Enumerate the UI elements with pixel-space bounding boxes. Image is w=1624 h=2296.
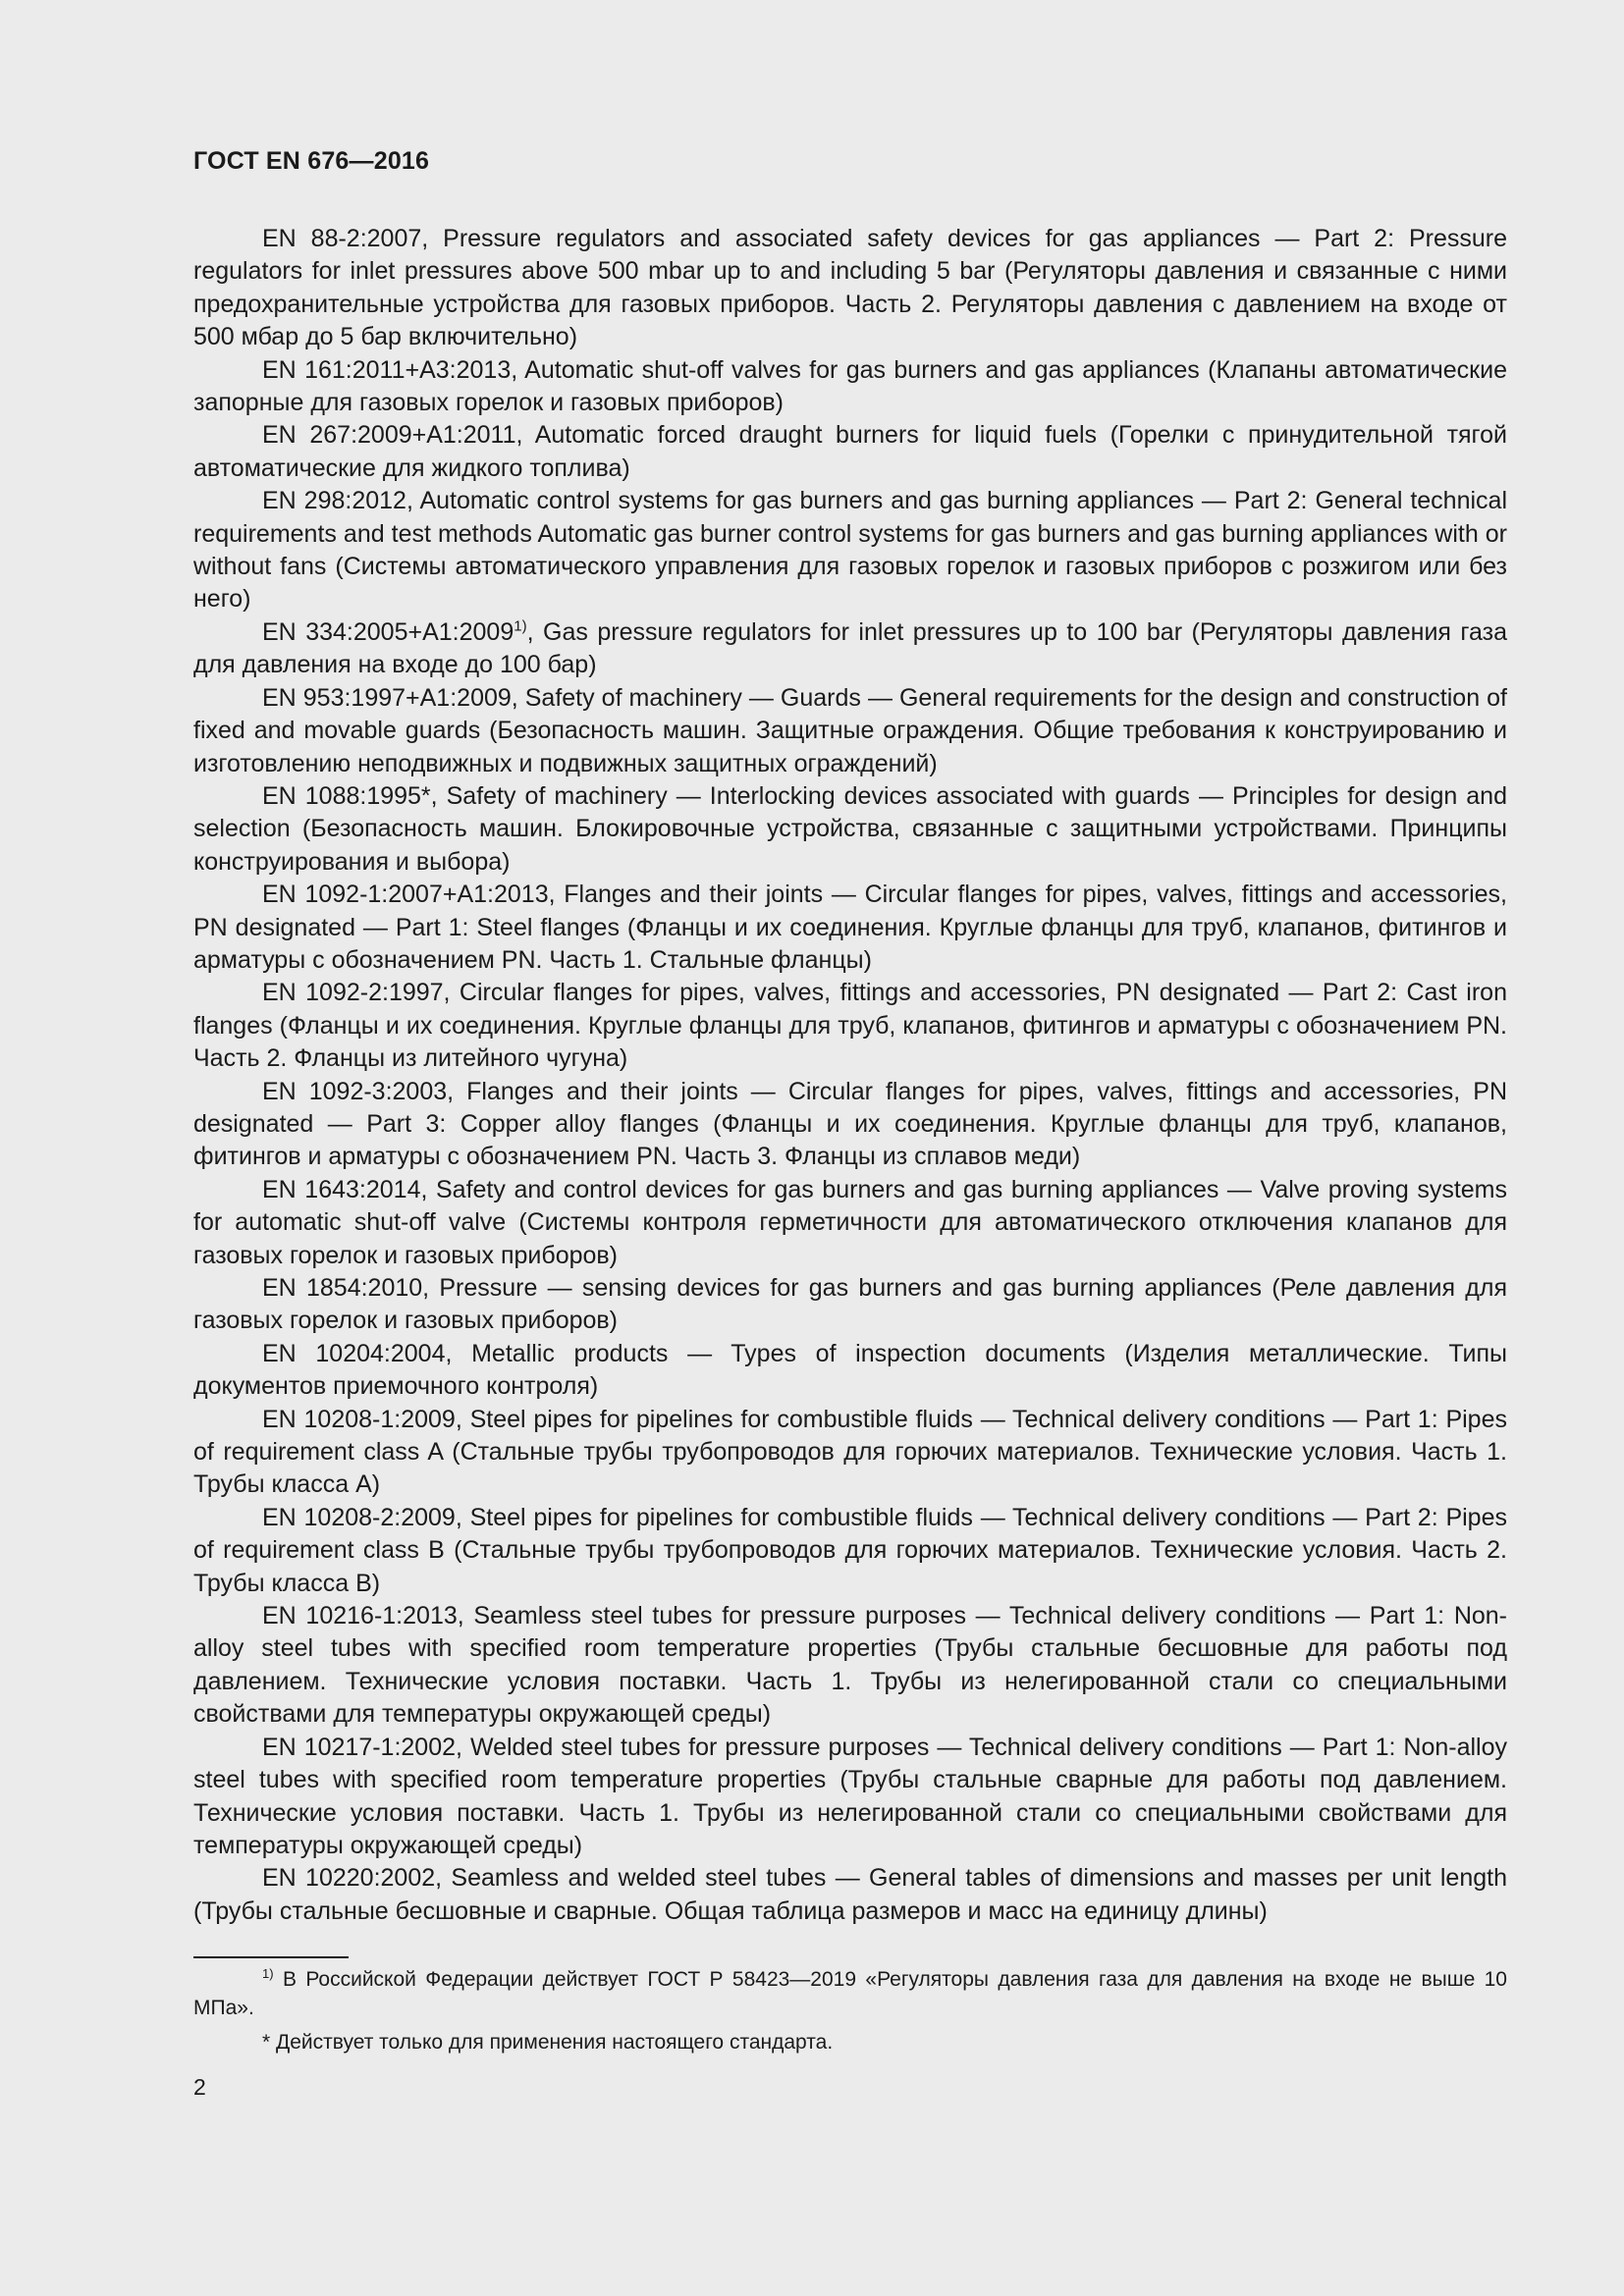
reference-entry: EN 10208-1:2009, Steel pipes for pipelines for combustible fluids — Technical delivery conditions — Part 1: Pipes of requirement class A (Стальные трубы трубопроводов для горючих материалов. Технические условия. Часть 1. Трубы класса А) — [193, 1405, 1507, 1499]
reference-entry: EN 1643:2014, Safety and control devices for gas burners and gas burning appliances — Valve proving systems for automatic shut-off valve (Системы контроля герметичности для автоматического отключения клапанов для газовых горелок и газовых приборов) — [193, 1175, 1507, 1269]
footnote — [193, 2028, 1507, 2056]
reference-entry: EN 1854:2010, Pressure — sensing devices for gas burners and gas burning appliances (Реле давления для газовых горелок и газовых приборов) — [193, 1274, 1507, 1335]
footnote-ref: 1) — [514, 617, 527, 635]
footnotes — [193, 1965, 1507, 2062]
reference-entry: EN 161:2011+A3:2013, Automatic shut-off valves for gas burners and gas appliances (Клапаны автоматические запорные для газовых горелок и газовых приборов) — [193, 355, 1507, 417]
reference-entry: EN 953:1997+A1:2009, Safety of machinery — Guards — General requirements for the design and construction of fixed and movable guards (Безопасность машин. Защитные ограждения. Общие требования к конструированию и изготовлению неподвижных и подвижных защитных ограждений) — [193, 683, 1507, 777]
reference-entry: EN 10208-2:2009, Steel pipes for pipelines for combustible fluids — Technical delivery conditions — Part 2: Pipes of requirement class B (Стальные трубы трубопроводов для горючих материалов. Технические условия. Часть 2. Трубы класса В) — [193, 1503, 1507, 1597]
reference-entry: EN 1092-3:2003, Flanges and their joints — Circular flanges for pipes, valves, fittings and accessories, PN designated — Part 3: Copper alloy flanges (Фланцы и их соединения. Круглые фланцы для труб, клапанов, фитингов и арматуры с обозначением PN. Часть 3. Фланцы из сплавов меди) — [193, 1077, 1507, 1171]
reference-entry: EN 10220:2002, Seamless and welded steel tubes — General tables of dimensions and masses per unit length (Трубы стальные бесшовные и сварные. Общая таблица размеров и масс на единицу длины) — [193, 1864, 1507, 1925]
page-number: 2 — [193, 2074, 206, 2100]
reference-title: , Gas pressure regulators for inlet pressures up to 100 bar (Регуляторы давления газа для давления на входе до 100 бар) — [193, 617, 1507, 679]
reference-entry: EN 1088:1995*, Safety of machinery — Interlocking devices associated with guards — Principles for design and selection (Безопасность машин. Блокировочные устройства, связанные с защитными устройствами. Принципы конструирования и выбора) — [193, 781, 1507, 876]
reference-entry: EN 10216-1:2013, Seamless steel tubes for pressure purposes — Technical delivery conditions — Part 1: Non-alloy steel tubes with specified room temperature properties (Трубы стальные бесшовные для работы под давлением. Технические условия поставки. Часть 1. Трубы из нелегированной стали со специальными свойствами для температуры окружающей среды) — [193, 1602, 1507, 1729]
reference-entry: EN 1092-2:1997, Circular flanges for pipes, valves, fittings and accessories, PN designated — Part 2: Cast iron flanges (Фланцы и их соединения. Круглые фланцы для труб, клапанов, фитингов и арматуры с обозначением PN. Часть 2. Фланцы из литейного чугуна) — [193, 979, 1507, 1073]
reference-entry: EN 10204:2004, Metallic products — Types of inspection documents (Изделия металлические. Типы документов приемочного контроля) — [193, 1339, 1507, 1401]
normative-references — [193, 223, 1507, 1928]
footnote-divider — [193, 1956, 349, 1958]
footnote — [193, 1965, 1507, 2022]
reference-entry: EN 298:2012, Automatic control systems for gas burners and gas burning appliances — Part 2: General technical requirements and test methods Automatic gas burner control systems for gas burners and gas burning appliances with or without fans (Системы автоматического управления для газовых горелок и газовых приборов с розжигом или без него) — [193, 487, 1507, 614]
reference-entry: EN 88-2:2007, Pressure regulators and associated safety devices for gas appliances — Part 2: Pressure regulators for inlet pressures above 500 mbar up to and including 5 bar (Регуляторы давления и связанные с ними предохранительные устройства для газовых приборов. Часть 2. Регуляторы давления с давлением на входе от 500 мбар до 5 бар включительно) — [193, 225, 1507, 351]
reference-entry: EN 267:2009+A1:2011, Automatic forced draught burners for liquid fuels (Горелки с принудительной тягой автоматические для жидкого топлива) — [193, 421, 1507, 482]
reference-entry — [193, 616, 1507, 682]
reference-entry: EN 10217-1:2002, Welded steel tubes for pressure purposes — Technical delivery conditions — Part 1: Non-alloy steel tubes with specified room temperature properties (Трубы стальные сварные для работы под давлением. Технические условия поставки. Часть 1. Трубы из нелегированной стали со специальными свойствами для температуры окружающей среды) — [193, 1733, 1507, 1859]
footnote-text: В Российской Федерации действует ГОСТ Р 58423—2019 «Регуляторы давления газа для давления на входе не выше 10 МПа». — [193, 1968, 1507, 2019]
footnote-marker: 1) — [262, 1966, 274, 1981]
reference-entry: EN 1092-1:2007+A1:2013, Flanges and their joints — Circular flanges for pipes, valves, fittings and accessories, PN designated — Part 1: Steel flanges (Фланцы и их соединения. Круглые фланцы для труб, клапанов, фитингов и арматуры с обозначением PN. Часть 1. Стальные фланцы) — [193, 881, 1507, 974]
footnote-text: * Действует только для применения настоящего стандарта. — [262, 2031, 834, 2054]
document-header: ГОСТ EN 676—2016 — [193, 147, 430, 175]
reference-code: EN 334:2005+A1:2009 — [262, 617, 514, 646]
